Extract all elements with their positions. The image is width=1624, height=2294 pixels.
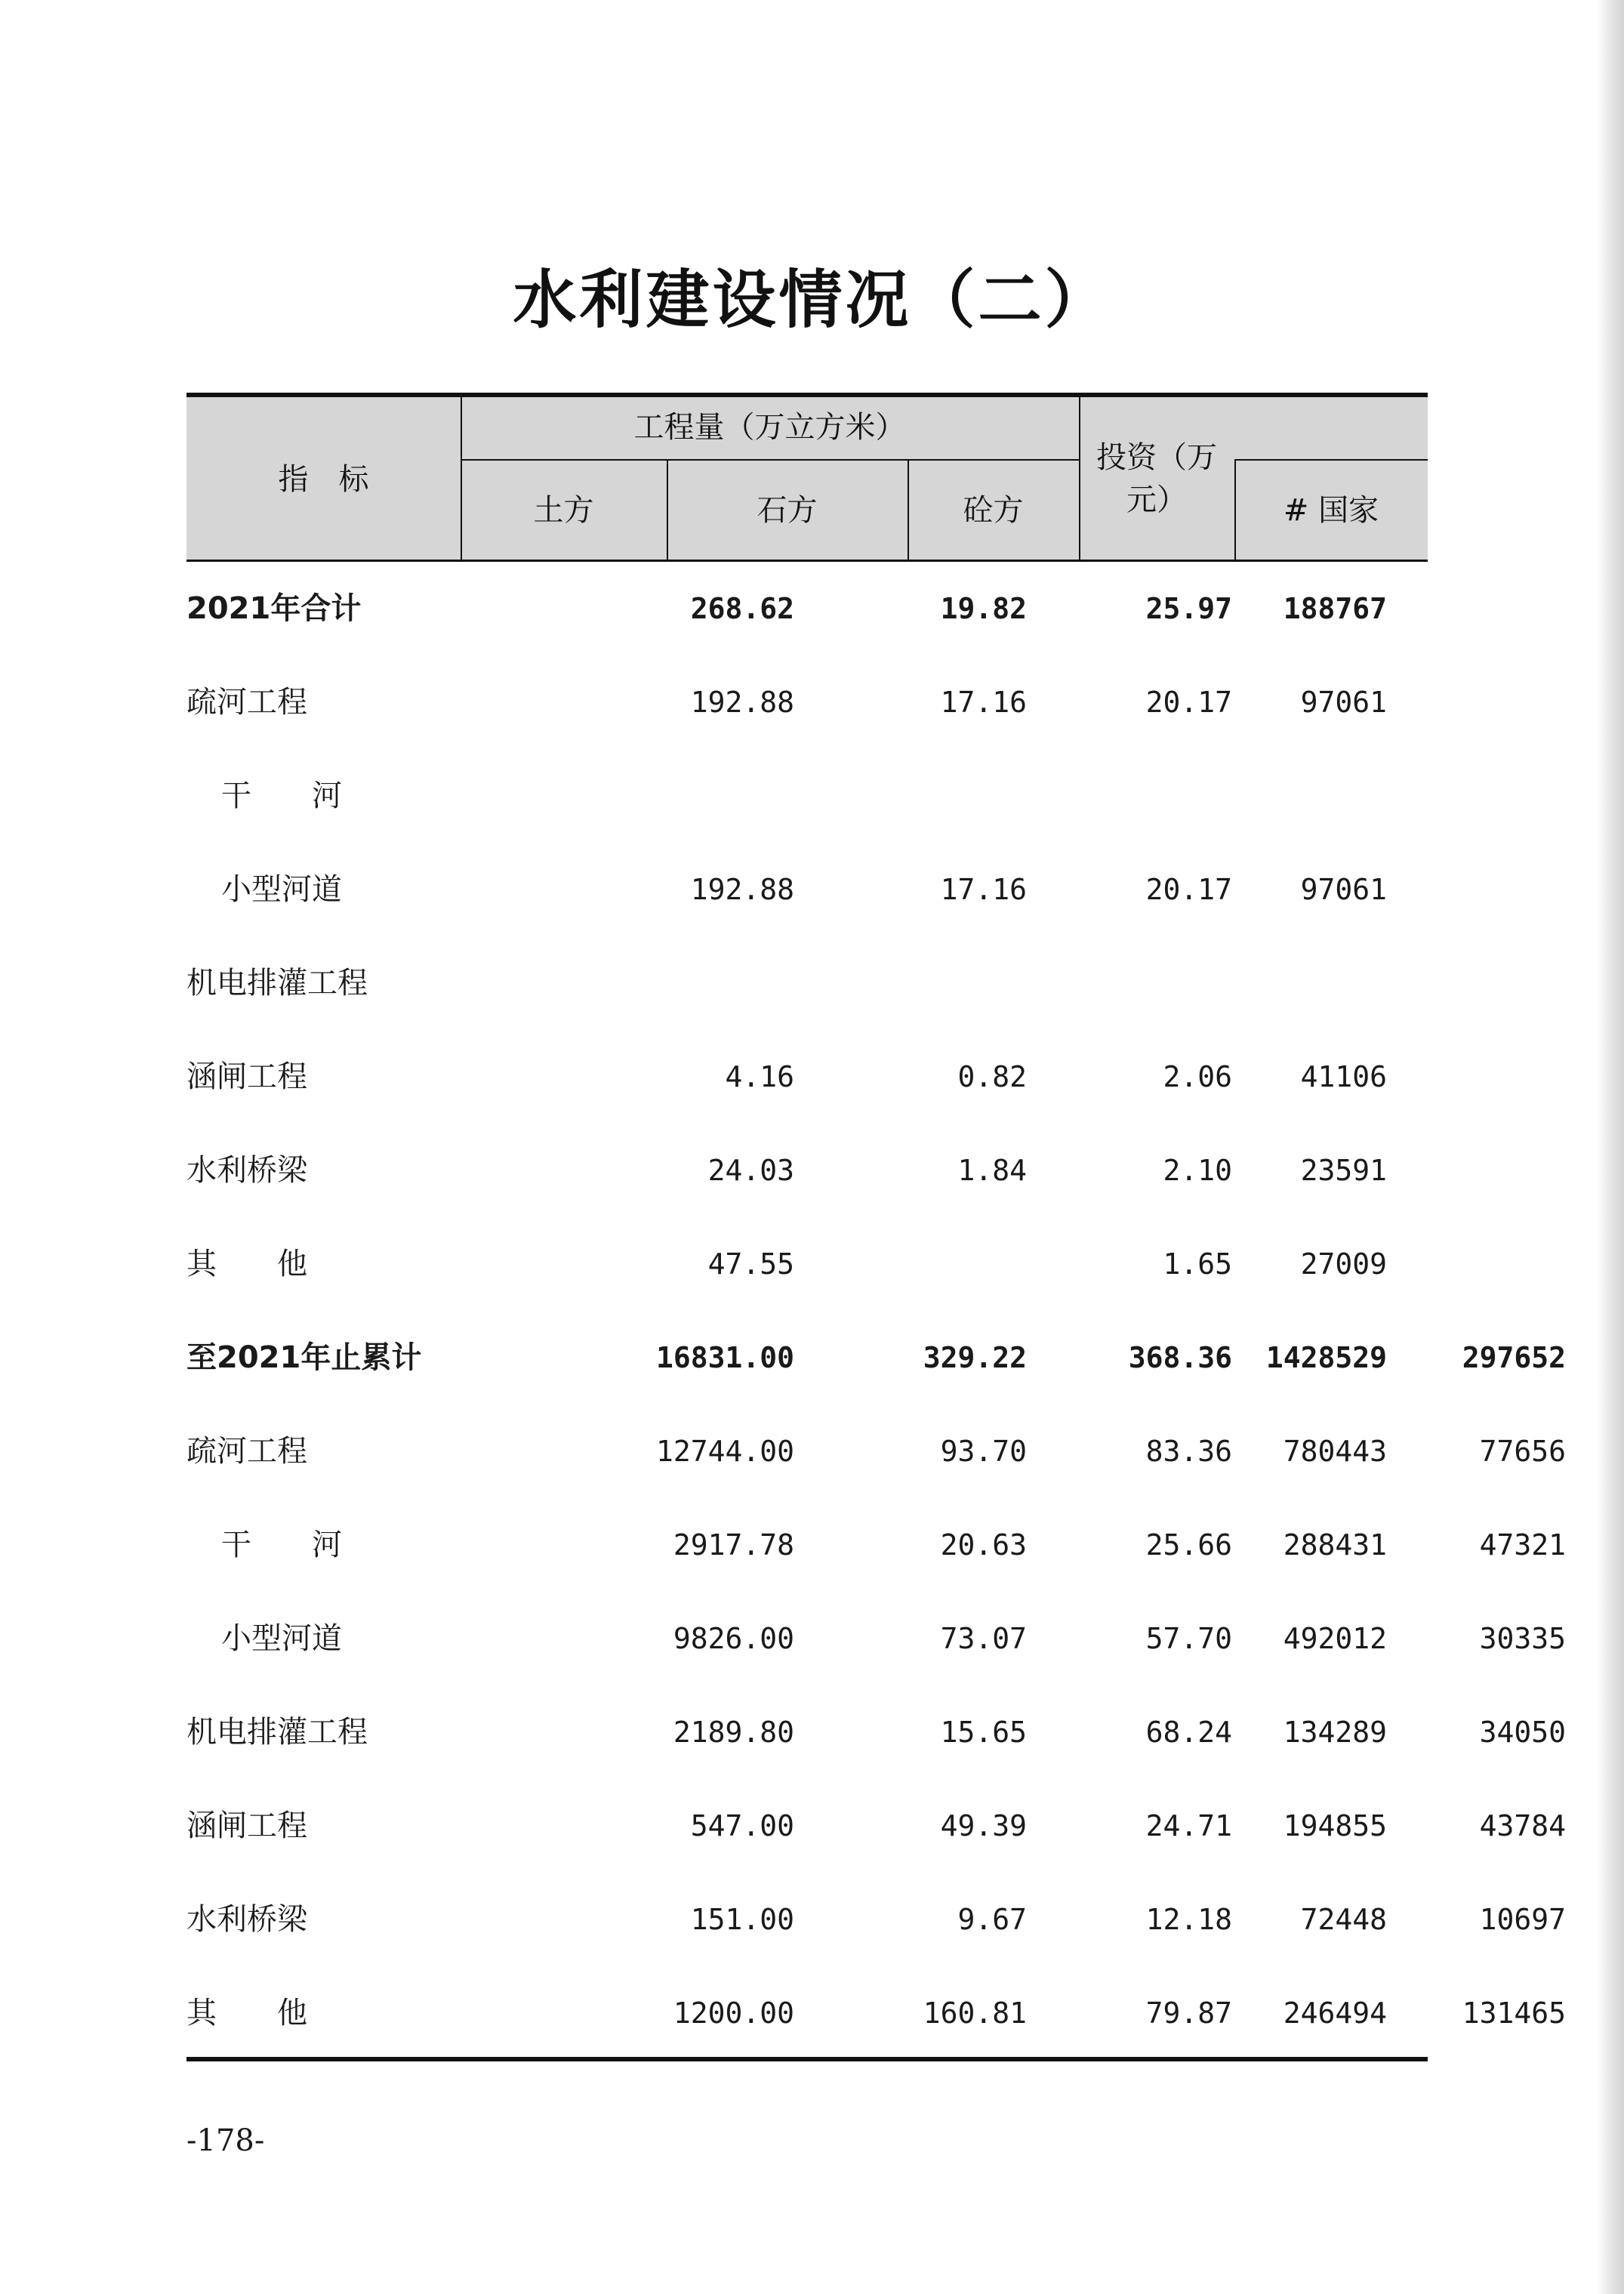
cell-earth <box>466 749 794 843</box>
cell-investment: 97061 <box>1300 873 1387 906</box>
row-label: 涵闸工程 <box>186 1059 307 1094</box>
cell-investment: 492012 <box>1283 1622 1387 1655</box>
row-label: 涵闸工程 <box>186 1808 307 1843</box>
table-row <box>186 843 1428 936</box>
table-row <box>186 1124 1428 1217</box>
cell-earth: 1200.00 <box>673 1996 794 2030</box>
table-row <box>186 1311 1566 1404</box>
cell-stone: 73.07 <box>940 1622 1027 1655</box>
cell-stone: 0.82 <box>957 1060 1027 1093</box>
row-label: 其 他 <box>186 1247 307 1281</box>
cell-concrete: 68.24 <box>1145 1716 1232 1749</box>
cell-national <box>1387 562 1566 655</box>
table-row <box>186 749 1428 843</box>
cell-investment: 246494 <box>1283 1996 1387 2030</box>
row-label: 其 他 <box>186 1996 307 2030</box>
header-indicator: 指 标 <box>278 462 369 497</box>
cell-national: 131465 <box>1462 1996 1566 2030</box>
cell-investment: 194855 <box>1283 1809 1387 1842</box>
table-row <box>186 1779 1566 1873</box>
cell-earth: 2917.78 <box>673 1528 794 1562</box>
header-concrete: 砼方 <box>963 493 1024 528</box>
row-label: 小型河道 <box>221 872 342 907</box>
cell-national: 297652 <box>1462 1341 1566 1374</box>
page-edge-shadow <box>1597 0 1624 2294</box>
cell-investment <box>1232 936 1387 1030</box>
cell-concrete: 368.36 <box>1128 1341 1232 1374</box>
cell-stone: 160.81 <box>923 1996 1027 2030</box>
page-number: -178- <box>186 2123 265 2158</box>
row-label: 水利桥梁 <box>186 1902 307 1937</box>
cell-concrete: 20.17 <box>1145 686 1232 719</box>
table-row <box>186 1030 1428 1124</box>
table-row <box>186 1498 1566 1592</box>
cell-investment: 41106 <box>1300 1060 1387 1093</box>
cell-investment <box>1232 749 1387 843</box>
cell-national: 34050 <box>1479 1716 1566 1749</box>
row-label: 机电排灌工程 <box>186 966 368 1001</box>
cell-national: 10697 <box>1479 1903 1566 1936</box>
table-row <box>186 1966 1566 2060</box>
row-label: 至2021年止累计 <box>186 1340 422 1375</box>
cell-stone: 20.63 <box>940 1528 1027 1562</box>
cell-stone <box>794 749 1027 843</box>
cell-stone: 9.67 <box>957 1903 1027 1936</box>
row-label: 机电排灌工程 <box>186 1715 368 1750</box>
cell-stone <box>794 1217 1027 1311</box>
table-row <box>186 1685 1566 1779</box>
cell-earth: 151.00 <box>690 1903 794 1936</box>
cell-stone: 1.84 <box>957 1154 1027 1187</box>
cell-investment: 188767 <box>1283 592 1387 625</box>
cell-stone: 17.16 <box>940 686 1027 719</box>
cell-concrete: 24.71 <box>1145 1809 1232 1842</box>
page-title: 水利建设情况（二） <box>513 263 1111 337</box>
cell-earth: 24.03 <box>707 1154 794 1187</box>
header-group-divider <box>1234 459 1428 461</box>
row-label: 疏河工程 <box>186 1434 307 1469</box>
cell-earth: 4.16 <box>725 1060 794 1093</box>
cell-national: 43784 <box>1479 1809 1566 1842</box>
cell-stone: 329.22 <box>923 1341 1027 1374</box>
cell-national: 77656 <box>1479 1435 1566 1468</box>
cell-concrete: 2.10 <box>1163 1154 1232 1187</box>
cell-national: 30335 <box>1479 1622 1566 1655</box>
cell-investment: 780443 <box>1283 1435 1387 1468</box>
header-investment: 投资（万元） <box>1096 440 1217 517</box>
header-works-group: 工程量（万立方米） <box>633 410 906 445</box>
header-national: # 国家 <box>1283 493 1379 528</box>
row-label: 小型河道 <box>221 1621 342 1656</box>
cell-stone: 93.70 <box>940 1435 1027 1468</box>
header-group-divider <box>461 459 1079 461</box>
cell-stone: 19.82 <box>940 592 1027 625</box>
table-header <box>186 397 1428 562</box>
cell-concrete: 83.36 <box>1145 1435 1232 1468</box>
cell-concrete: 25.97 <box>1145 592 1232 625</box>
cell-concrete: 1.65 <box>1163 1247 1232 1281</box>
cell-concrete <box>1027 749 1232 843</box>
cell-stone: 17.16 <box>940 873 1027 906</box>
cell-concrete: 79.87 <box>1145 1996 1232 2030</box>
cell-national: 47321 <box>1479 1528 1566 1562</box>
table-row <box>186 1592 1566 1685</box>
row-label: 干 河 <box>221 1528 342 1562</box>
cell-earth: 16831.00 <box>655 1341 794 1374</box>
cell-investment: 27009 <box>1300 1247 1387 1281</box>
cell-national <box>1387 843 1566 936</box>
table-row <box>186 1217 1428 1311</box>
header-earth: 土方 <box>533 493 594 528</box>
cell-earth: 547.00 <box>690 1809 794 1842</box>
cell-earth: 9826.00 <box>673 1622 794 1655</box>
row-label: 水利桥梁 <box>186 1153 307 1188</box>
cell-national <box>1387 1217 1566 1311</box>
cell-earth <box>466 936 794 1030</box>
cell-earth: 12744.00 <box>655 1435 794 1468</box>
table-bottom-rule <box>186 2057 1428 2061</box>
table-row <box>186 655 1428 749</box>
cell-concrete <box>1027 936 1232 1030</box>
table-row <box>186 562 1428 655</box>
table-row <box>186 1404 1566 1498</box>
cell-national <box>1387 1124 1566 1217</box>
cell-investment: 23591 <box>1300 1154 1387 1187</box>
cell-concrete: 20.17 <box>1145 873 1232 906</box>
cell-investment: 134289 <box>1283 1716 1387 1749</box>
cell-national <box>1387 655 1566 749</box>
cell-national <box>1387 936 1566 1030</box>
table-row <box>186 1873 1566 1966</box>
cell-earth: 2189.80 <box>673 1716 794 1749</box>
cell-earth: 268.62 <box>690 592 794 625</box>
row-label: 干 河 <box>221 779 342 813</box>
row-label: 疏河工程 <box>186 685 307 720</box>
row-label: 2021年合计 <box>186 591 362 626</box>
cell-concrete: 2.06 <box>1163 1060 1232 1093</box>
cell-investment: 1428529 <box>1265 1341 1387 1374</box>
cell-stone: 15.65 <box>940 1716 1027 1749</box>
header-stone: 石方 <box>757 493 818 528</box>
cell-earth: 192.88 <box>690 873 794 906</box>
cell-stone <box>794 936 1027 1030</box>
table-row <box>186 936 1428 1030</box>
cell-earth: 47.55 <box>707 1247 794 1281</box>
cell-investment: 288431 <box>1283 1528 1387 1562</box>
cell-national <box>1387 749 1566 843</box>
cell-concrete: 25.66 <box>1145 1528 1232 1562</box>
cell-stone: 49.39 <box>940 1809 1027 1842</box>
cell-concrete: 57.70 <box>1145 1622 1232 1655</box>
cell-investment: 72448 <box>1300 1903 1387 1936</box>
cell-national <box>1387 1030 1566 1124</box>
cell-investment: 97061 <box>1300 686 1387 719</box>
cell-earth: 192.88 <box>690 686 794 719</box>
cell-concrete: 12.18 <box>1145 1903 1232 1936</box>
